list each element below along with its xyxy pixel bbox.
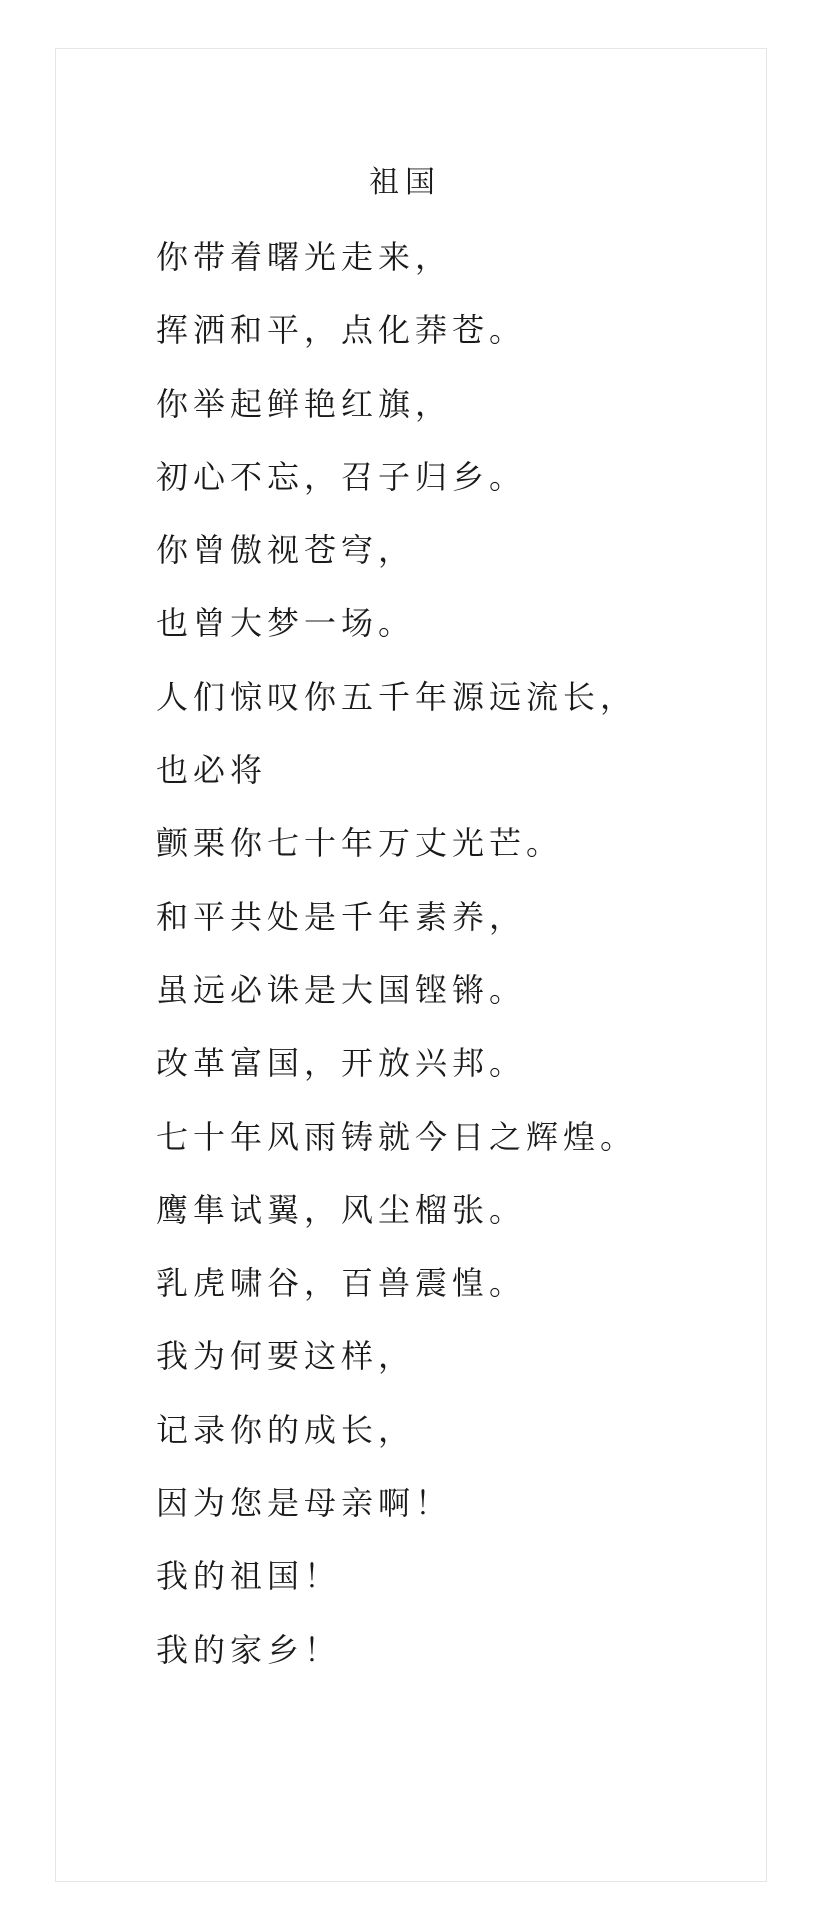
poem-line: 我的祖国！ <box>156 1557 342 1596</box>
poem-line: 我的家乡！ <box>156 1630 342 1669</box>
poem-line: 人们惊叹你五千年源远流长， <box>156 677 638 716</box>
poem-line: 和平共处是千年素养， <box>156 897 527 936</box>
poem-line: 你举起鲜艳红旗， <box>156 384 453 423</box>
poem-line: 你曾傲视苍穹， <box>156 531 416 570</box>
poem-line: 我为何要这样， <box>156 1337 416 1376</box>
poem-line: 改革富国，开放兴邦。 <box>156 1044 527 1083</box>
poem-line: 鹰隼试翼，风尘榴张。 <box>156 1190 527 1229</box>
document-page <box>55 48 767 1882</box>
poem-line: 七十年风雨铸就今日之辉煌。 <box>156 1117 638 1156</box>
poem-line: 虽远必诛是大国铿锵。 <box>156 970 527 1009</box>
poem-body <box>156 221 756 1687</box>
poem-line: 颤栗你七十年万丈光芒。 <box>156 824 564 863</box>
poem-line: 你带着曙光走来， <box>156 238 453 276</box>
poem-line: 也曾大梦一场。 <box>156 604 416 643</box>
poem-line: 挥洒和平，点化莽苍。 <box>156 311 527 350</box>
poem-line: 因为您是母亲啊！ <box>156 1484 453 1523</box>
poem-line: 乳虎啸谷，百兽震惶。 <box>156 1264 527 1303</box>
poem-line: 记录你的成长， <box>156 1410 416 1449</box>
poem-title: 祖国 <box>369 165 441 200</box>
poem-line: 初心不忘，召子归乡。 <box>156 457 527 496</box>
poem-line: 也必将 <box>156 751 268 790</box>
